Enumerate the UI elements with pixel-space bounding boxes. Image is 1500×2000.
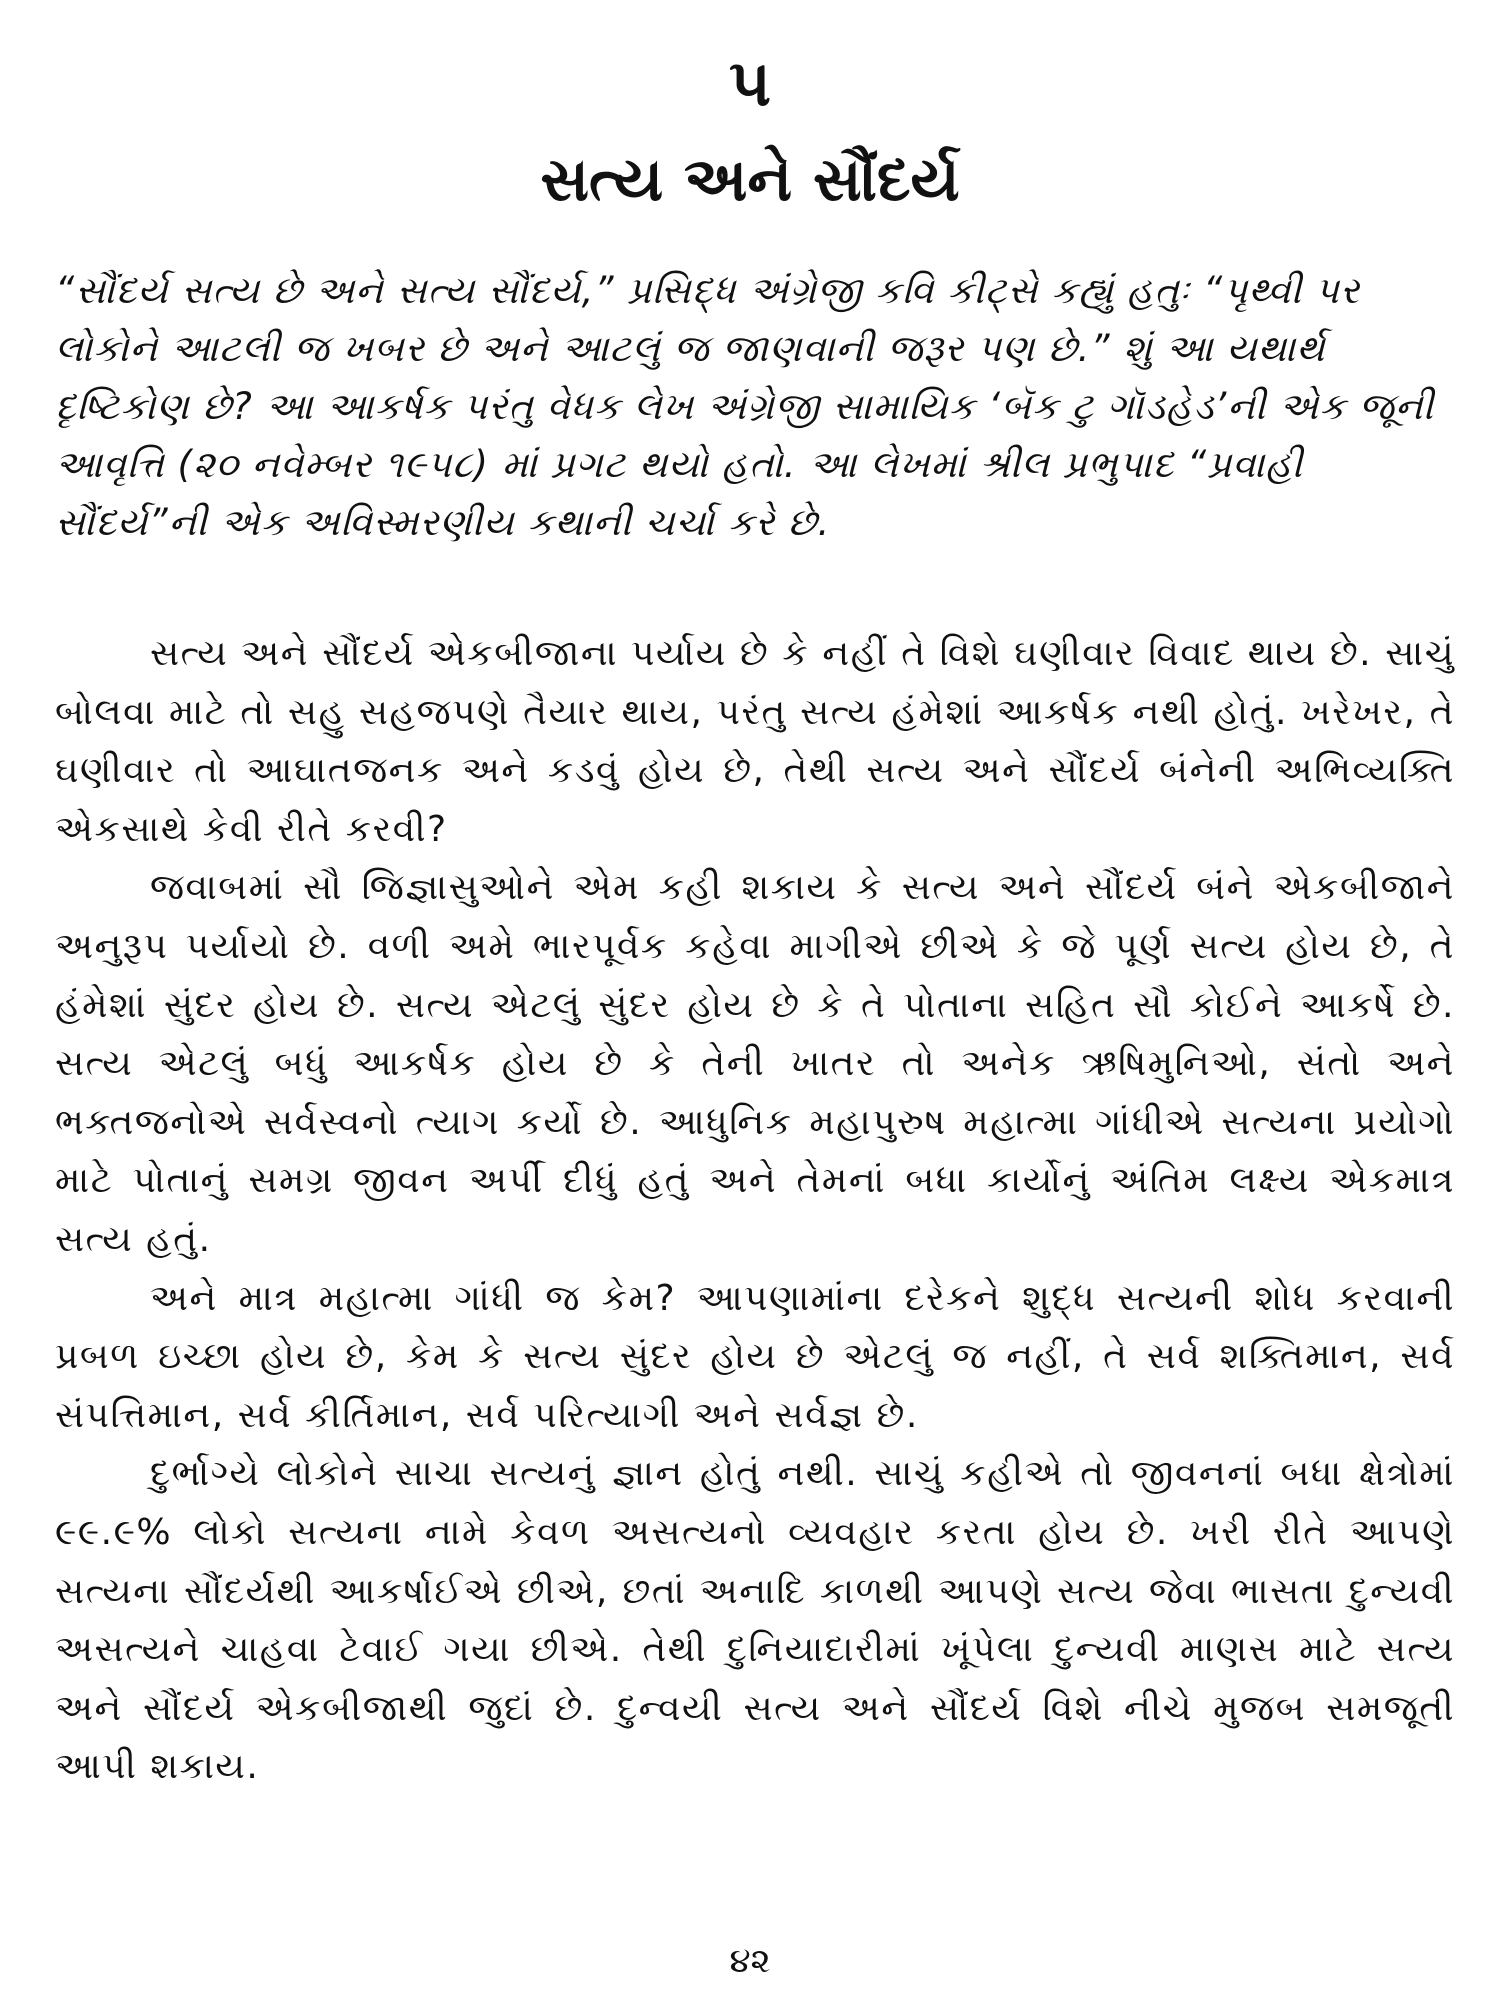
- chapter-number: ૫: [728, 47, 772, 121]
- page-number: ૪૨: [729, 1941, 771, 1981]
- body-paragraph: જવાબમાં સૌ જિજ્ઞાસુઓને એમ કહી શકાય કે સત્ય અને સૌંદર્ય બંને એકબીજાને અનુરૂપ પર્યાયો છે. વળી અમે ભારપૂર્વક કહેવા માગીએ છીએ કે જે પૂર્ણ સત્ય હોય છે, તે હંમેશાં સુંદર હોય છે. સત્ય એટલું સુંદર હોય છે કે તે પોતાના સહિત સૌ કોઈને આકર્ષે છે. સત્ય એટલું બધું આકર્ષક હોય છે કે તેની ખાતર તો અનેક ઋષિમુનિઓ, સંતો અને ભક્તજનોએ સર્વસ્વનો ત્યાગ કર્યો છે. આધુનિક મહાપુરુષ મહાત્મા ગાંધીએ સત્યના પ્રયોગો માટે પોતાનું સમગ્ર જીવન અર્પી દીધું હતું અને તેમનાં બધા કાર્યોનું અંતિમ લક્ષ્ય એકમાત્ર સત્ય હતું.: [55, 867, 1455, 1260]
- chapter-title: સત્ય અને સૌંદર્ય: [540, 145, 960, 215]
- body-paragraph: દુર્ભાગ્યે લોકોને સાચા સત્યનું જ્ઞાન હોતું નથી. સાચું કહીએ તો જીવનનાં બધા ક્ષેત્રોમાં ૯૯.૯% લોકો સત્યના નામે કેવળ અસત્યનો વ્યવહાર કરતા હોય છે. ખરી રીતે આપણે સત્યના સૌંદર્યથી આકર્ષાઈએ છીએ, છતાં અનાદિ કાળથી આપણે સત્ય જેવા ભાસતા દુન્યવી અસત્યને ચાહવા ટેવાઈ ગયા છીએ. તેથી દુનિયાદારીમાં ખૂંપેલા દુન્યવી માણસ માટે સત્ય અને સૌંદર્ય એકબીજાથી જુદાં છે. દુન્વયી સત્ય અને સૌંદર્ય વિશે નીચે મુજબ સમજૂતી આપી શકાય.: [55, 1453, 1455, 1788]
- chapter-body: [55, 625, 1455, 1797]
- chapter-introduction: “સૌંદર્ય સત્ય છે અને સત્ય સૌંદર્ય,” પ્રસિદ્ધ અંગ્રેજી કવિ કીટ્સે કહ્યું હતુઃ “પૃથ્વી પર લોકોને આટલી જ ખબર છે અને આટલું જ જાણવાની જરૂર પણ છે.” શું આ યથાર્થ દૃષ્ટિકોણ છે? આ આકર્ષક પરંતુ વેધક લેખ અંગ્રેજી સામાયિક ‘બૅક ટુ ગૉડહેડ’ની એક જૂની આવૃત્તિ (૨૦ નવેમ્બર ૧૯૫૮) માં પ્રગટ થયો હતો. આ લેખમાં શ્રીલ પ્રભુપાદ “પ્રવાહી સૌંદર્ય”ની એક અવિસ્મરણીય કથાની ચર્ચા કરે છે.: [55, 269, 1435, 544]
- body-paragraph: સત્ય અને સૌંદર્ય એકબીજાના પર્યાય છે કે નહીં તે વિશે ઘણીવાર વિવાદ થાય છે. સાચું બોલવા માટે તો સહુ સહજપણે તૈયાર થાય, પરંતુ સત્ય હંમેશાં આકર્ષક નથી હોતું. ખરેખર, તે ઘણીવાર તો આઘાતજનક અને કડવું હોય છે, તેથી સત્ય અને સૌંદર્ય બંનેની અભિવ્યક્તિ એકસાથે કેવી રીતે કરવી?: [55, 633, 1455, 850]
- body-paragraph: અને માત્ર મહાત્મા ગાંધી જ કેમ? આપણામાંના દરેકને શુદ્ધ સત્યની શોધ કરવાની પ્રબળ ઇચ્છા હોય છે, કેમ કે સત્ય સુંદર હોય છે એટલું જ નહીં, તે સર્વ શક્તિમાન, સર્વ સંપત્તિમાન, સર્વ કીર્તિમાન, સર્વ પરિત્યાગી અને સર્વજ્ઞ છે.: [55, 1277, 1455, 1436]
